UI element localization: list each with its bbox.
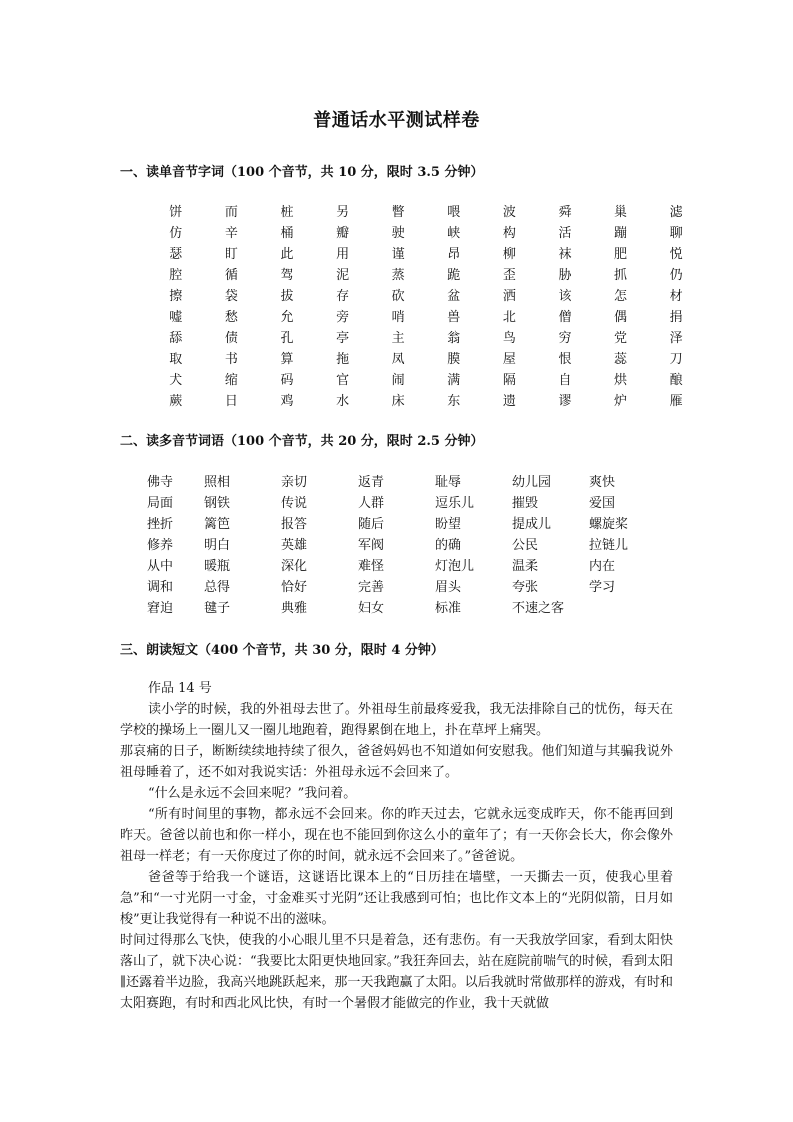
char-cell: 算 (280, 352, 294, 367)
word-cell: 妇女 (358, 601, 385, 616)
char-cell: 嘘 (169, 310, 183, 325)
word-cell: 耻辱 (435, 475, 462, 490)
char-cell: 谨 (391, 247, 405, 262)
word-cell: 深化 (281, 559, 308, 574)
char-cell: 怎 (614, 289, 628, 304)
char-cell: 恨 (558, 352, 572, 367)
char-cell: 腔 (169, 268, 183, 283)
char-cell: 取 (169, 352, 183, 367)
char-cell: 波 (502, 205, 516, 220)
word-cell: 修养 (147, 538, 174, 553)
word-cell: 标准 (435, 601, 462, 616)
word-cell: 佛寺 (147, 475, 174, 490)
char-cell: 允 (280, 310, 294, 325)
char-cell: 另 (336, 205, 350, 220)
char-cell: 哨 (391, 310, 405, 325)
passage-paragraph: “什么是永远不会回来呢？”我问着。 (148, 786, 357, 801)
multi-syllable-grid (147, 470, 669, 617)
work-label: 作品 14 号 (148, 681, 212, 696)
char-cell: 舜 (558, 205, 572, 220)
char-cell: 泽 (669, 331, 683, 346)
char-cell: 主 (391, 331, 405, 346)
char-row (148, 368, 704, 389)
page-title: 普通话水平测试样卷 (313, 110, 480, 131)
char-cell: 官 (336, 373, 350, 388)
char-cell: 胁 (558, 268, 572, 283)
char-row (148, 305, 704, 326)
char-cell: 饼 (169, 205, 183, 220)
word-cell: 报答 (281, 517, 308, 532)
word-cell: 英雄 (281, 538, 308, 553)
char-cell: 存 (336, 289, 350, 304)
char-row (148, 263, 704, 284)
word-row (147, 512, 669, 533)
char-cell: 雁 (669, 394, 683, 409)
char-cell: 自 (558, 373, 572, 388)
word-row (147, 533, 669, 554)
char-cell: 悦 (669, 247, 683, 262)
word-cell: 学习 (589, 580, 616, 595)
word-cell: 暖瓶 (204, 559, 231, 574)
word-cell: 幼儿园 (512, 475, 552, 490)
char-cell: 刀 (669, 352, 683, 367)
char-cell: 谬 (558, 394, 572, 409)
word-row (147, 491, 669, 512)
char-cell: 烘 (614, 373, 628, 388)
word-cell: 钢铁 (204, 496, 231, 511)
char-cell: 柳 (502, 247, 516, 262)
char-cell: 仿 (169, 226, 183, 241)
char-cell: 码 (280, 373, 294, 388)
char-cell: 缩 (224, 373, 238, 388)
word-cell: 人群 (358, 496, 385, 511)
char-cell: 盆 (447, 289, 461, 304)
word-cell: 爱国 (589, 496, 616, 511)
char-cell: 桩 (280, 205, 294, 220)
word-cell: 灯泡儿 (435, 559, 475, 574)
word-cell: 总得 (204, 580, 231, 595)
char-cell: 鸡 (280, 394, 294, 409)
word-cell: 返青 (358, 475, 385, 490)
char-cell: 驾 (280, 268, 294, 283)
char-cell: 擦 (169, 289, 183, 304)
char-cell: 盯 (224, 247, 238, 262)
char-cell: 孔 (280, 331, 294, 346)
section3-heading: 三、朗读短文（400 个音节，共 30 分，限时 4 分钟） (120, 643, 444, 658)
char-cell: 材 (669, 289, 683, 304)
section2-heading: 二、读多音节词语（100 个音节，共 20 分，限时 2.5 分钟） (120, 434, 484, 449)
char-cell: 瓣 (336, 226, 350, 241)
word-cell: 爽快 (589, 475, 616, 490)
char-cell: 该 (558, 289, 572, 304)
word-cell: 从中 (147, 559, 174, 574)
word-cell: 随后 (358, 517, 385, 532)
char-row (148, 389, 704, 410)
word-cell: 内在 (589, 559, 616, 574)
word-cell: 传说 (281, 496, 308, 511)
char-cell: 书 (224, 352, 238, 367)
char-cell: 旁 (336, 310, 350, 325)
char-cell: 肥 (614, 247, 628, 262)
word-cell: 摧毁 (512, 496, 539, 511)
char-cell: 滤 (669, 205, 683, 220)
char-cell: 活 (558, 226, 572, 241)
word-cell: 夸张 (512, 580, 539, 595)
char-cell: 昂 (447, 247, 461, 262)
char-cell: 峡 (447, 226, 461, 241)
char-cell: 此 (280, 247, 294, 262)
word-cell: 明白 (204, 538, 231, 553)
char-cell: 仍 (669, 268, 683, 283)
word-cell: 照相 (204, 475, 231, 490)
passage-paragraph: 爸爸等于给我一个谜语，这谜语比课本上的“日历挂在墙壁，一天撕去一页，使我心里着急”和“一寸光阴一寸金，寸金难买寸光阴”还让我感到可怕；也比作文本上的“光阴似箭，日月如梭”更让我觉得有一种说不出的滋味。 (120, 870, 673, 927)
char-cell: 蕨 (169, 394, 183, 409)
char-cell: 跪 (447, 268, 461, 283)
char-cell: 袋 (224, 289, 238, 304)
char-cell: 水 (336, 394, 350, 409)
char-cell: 闹 (391, 373, 405, 388)
word-cell: 眉头 (435, 580, 462, 595)
word-cell: 窘迫 (147, 601, 174, 616)
word-row (147, 575, 669, 596)
char-cell: 僧 (558, 310, 572, 325)
section1-heading: 一、读单音节字词（100 个音节，共 10 分，限时 3.5 分钟） (120, 165, 484, 180)
char-cell: 洒 (502, 289, 516, 304)
word-cell: 局面 (147, 496, 174, 511)
char-cell: 喂 (447, 205, 461, 220)
word-cell: 完善 (358, 580, 385, 595)
char-cell: 党 (614, 331, 628, 346)
char-cell: 炉 (614, 394, 628, 409)
char-cell: 偶 (614, 310, 628, 325)
char-row (148, 326, 704, 347)
char-row (148, 347, 704, 368)
word-cell: 温柔 (512, 559, 539, 574)
char-cell: 拖 (336, 352, 350, 367)
char-cell: 北 (502, 310, 516, 325)
char-cell: 满 (447, 373, 461, 388)
char-row (148, 242, 704, 263)
char-row (148, 284, 704, 305)
word-cell: 逗乐儿 (435, 496, 475, 511)
word-cell: 提成儿 (512, 517, 552, 532)
passage-paragraph: “所有时间里的事物，都永远不会回来。你的昨天过去，它就永远变成昨天，你不能再回到昨天。爸爸以前也和你一样小，现在也不能回到你这么小的童年了；有一天你会长大，你会像外祖母一样老；有一天你度过了你的时间，就永远不会回来了。”爸爸说。 (120, 807, 673, 864)
char-cell: 蒸 (391, 268, 405, 283)
char-cell: 兽 (447, 310, 461, 325)
char-cell: 用 (336, 247, 350, 262)
char-cell: 拔 (280, 289, 294, 304)
char-cell: 蹦 (614, 226, 628, 241)
char-cell: 屋 (502, 352, 516, 367)
char-cell: 亭 (336, 331, 350, 346)
word-cell: 螺旋桨 (589, 517, 629, 532)
char-cell: 聊 (669, 226, 683, 241)
char-cell: 犬 (169, 373, 183, 388)
char-cell: 桶 (280, 226, 294, 241)
word-cell: 亲切 (281, 475, 308, 490)
single-syllable-grid (148, 200, 704, 410)
word-cell: 毽子 (204, 601, 231, 616)
passage-paragraph: 读小学的时候，我的外祖母去世了。外祖母生前最疼爱我，我无法排除自己的忧伤，每天在学校的操场上一圈儿又一圈儿地跑着，跑得累倒在地上，扑在草坪上痛哭。 (120, 702, 673, 738)
word-cell: 典雅 (281, 601, 308, 616)
char-cell: 构 (502, 226, 516, 241)
char-cell: 膜 (447, 352, 461, 367)
word-cell: 难怪 (358, 559, 385, 574)
passage-paragraph: 时间过得那么飞快，使我的小心眼儿里不只是着急，还有悲伤。有一天我放学回家，看到太阳快落山了，就下决心说：“我要比太阳更快地回家。”我狂奔回去，站在庭院前喘气的时候，看到太阳∥还露着半边脸，我高兴地跳跃起来，那一天我跑赢了太阳。以后我就时常做那样的游戏，有时和太阳赛跑，有时和西北风比快，有时一个暑假才能做完的作业，我十天就做 (120, 933, 673, 1011)
word-cell: 军阀 (358, 538, 385, 553)
word-row (147, 554, 669, 575)
char-cell: 砍 (391, 289, 405, 304)
char-cell: 巢 (614, 205, 628, 220)
word-cell: 的确 (435, 538, 462, 553)
char-cell: 翁 (447, 331, 461, 346)
char-cell: 泥 (336, 268, 350, 283)
char-cell: 床 (391, 394, 405, 409)
char-cell: 辛 (224, 226, 238, 241)
char-cell: 隔 (502, 373, 516, 388)
word-cell: 不速之客 (512, 601, 565, 616)
char-cell: 抓 (614, 268, 628, 283)
char-cell: 酿 (669, 373, 683, 388)
char-cell: 债 (224, 331, 238, 346)
char-cell: 鸟 (502, 331, 516, 346)
word-row (147, 470, 669, 491)
passage-paragraph: 那哀痛的日子，断断续续地持续了很久，爸爸妈妈也不知道如何安慰我。他们知道与其骗我说外祖母睡着了，还不如对我说实话：外祖母永远不会回来了。 (120, 744, 673, 780)
char-cell: 穷 (558, 331, 572, 346)
char-cell: 捐 (669, 310, 683, 325)
char-row (148, 221, 704, 242)
char-row (148, 200, 704, 221)
char-cell: 瞥 (391, 205, 405, 220)
char-cell: 东 (447, 394, 461, 409)
word-cell: 调和 (147, 580, 174, 595)
char-cell: 遗 (502, 394, 516, 409)
reading-passage (120, 678, 673, 1014)
char-cell: 舔 (169, 331, 183, 346)
word-row (147, 596, 669, 617)
char-cell: 歪 (502, 268, 516, 283)
char-cell: 驶 (391, 226, 405, 241)
char-cell: 蕊 (614, 352, 628, 367)
char-cell: 愁 (224, 310, 238, 325)
char-cell: 凤 (391, 352, 405, 367)
char-cell: 而 (224, 205, 238, 220)
word-cell: 公民 (512, 538, 539, 553)
char-cell: 循 (224, 268, 238, 283)
char-cell: 日 (224, 394, 238, 409)
word-cell: 拉链儿 (589, 538, 629, 553)
word-cell: 挫折 (147, 517, 174, 532)
word-cell: 盼望 (435, 517, 462, 532)
word-cell: 恰好 (281, 580, 308, 595)
char-cell: 瑟 (169, 247, 183, 262)
char-cell: 袜 (558, 247, 572, 262)
word-cell: 篱笆 (204, 517, 231, 532)
